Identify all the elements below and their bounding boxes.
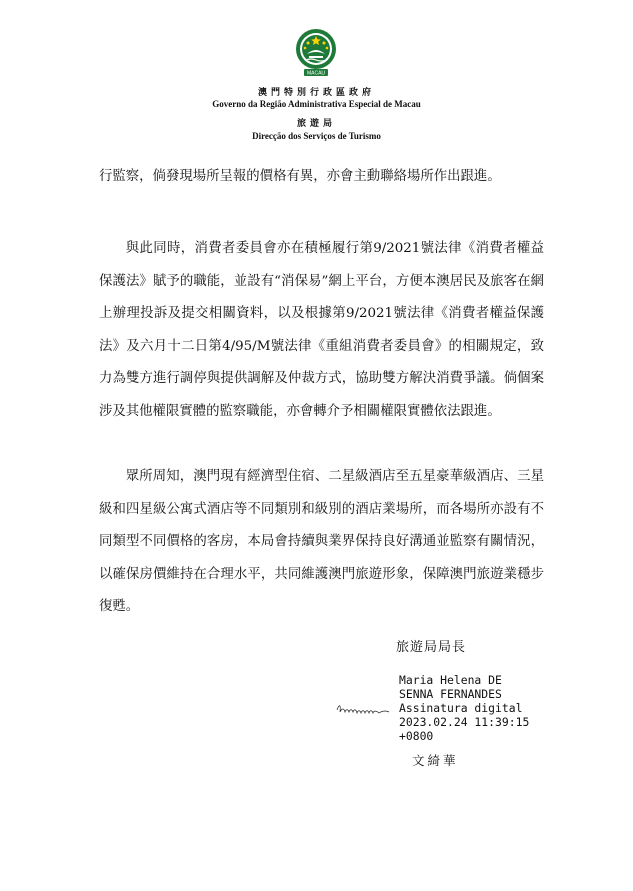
paragraph-3: 眾所周知，澳門現有經濟型住宿、二星級酒店至五星豪華級酒店、三星級和四星級公寓式酒店等不同類別和級別的酒店業場所，而各場所亦設有不同類型不同價格的客房，本局會持續與業界保持良好溝通並監察有關情況，以確保房價維持在合理水平，共同維護澳門旅遊形象，保障澳門旅遊業穩步復甦。 (99, 469, 544, 615)
digital-signature-line: +0800 (399, 729, 434, 743)
digital-signature-line: 2023.02.24 11:39:15 (399, 715, 530, 729)
government-name-pt: Governo da Região Administrativa Especial de Macau (212, 99, 421, 109)
department-name-pt: Direcção dos Serviços de Turismo (252, 131, 381, 141)
paragraph-1: 行監察，倘發現場所呈報的價格有異，亦會主動聯絡場所作出跟進。 (99, 169, 501, 184)
department-name-cn: 旅遊局 (296, 118, 336, 128)
digital-signature-line: Assinatura digital (399, 701, 523, 715)
government-name-cn: 澳門特別行政區政府 (257, 87, 375, 97)
macau-emblem-icon (292, 27, 340, 77)
digital-signature-line: SENNA FERNANDES (399, 687, 502, 701)
digital-signature-block (399, 673, 529, 743)
paragraph-2: 與此同時，消費者委員會亦在積極履行第9/2021號法律《消費者權益保護法》賦予的職能，並設有“消保易”網上平台，方便本澳居民及旅客在網上辦理投訴及提交相關資料，以及根據第9/2021號法律《消費者權益保護法》及六月十二日第4/95/M號法律《重組消費者委員會》的相關規定，致力為雙方進行調停與提供調解及仲裁方式，協助雙方解決消費爭議。倘個案涉及其他權限實體的監察職能，亦會轉介予相關權限實體依法跟進。 (99, 241, 544, 419)
digital-signature-line: Maria Helena DE (399, 673, 502, 687)
handwritten-signature-icon (335, 700, 399, 716)
signatory-title: 旅遊局局長 (396, 640, 467, 655)
emblem-text: MACAU (306, 70, 326, 77)
signatory-name-cn: 文綺華 (412, 753, 459, 768)
